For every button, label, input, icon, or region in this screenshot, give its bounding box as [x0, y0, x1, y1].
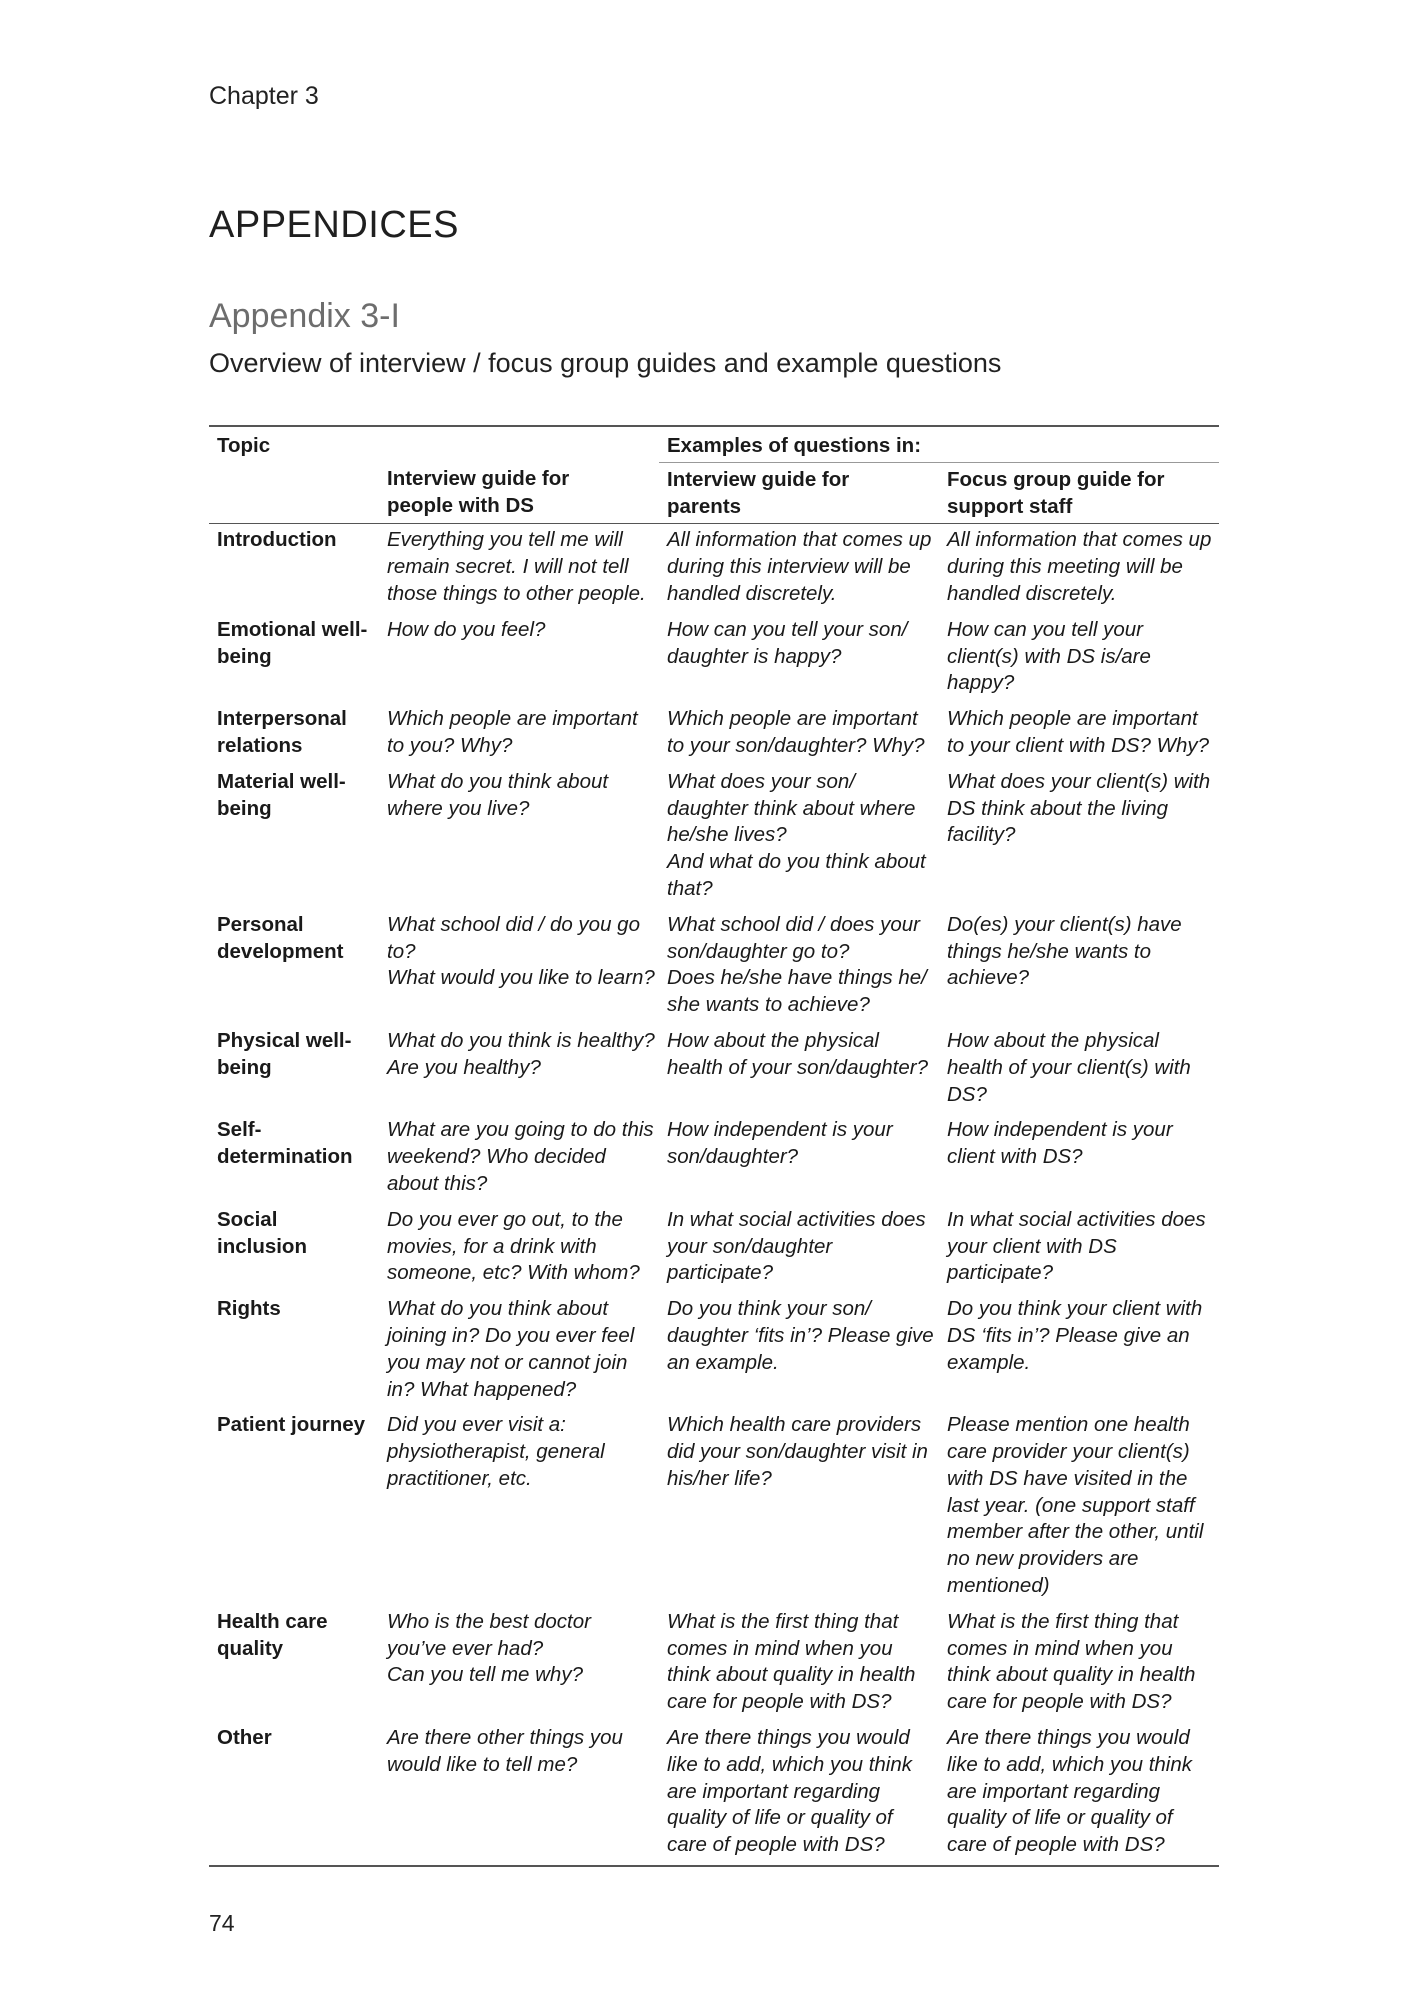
table-row [209, 1722, 1219, 1866]
column-header-parents: Interview guide for parents [659, 462, 939, 524]
table-row [209, 614, 1219, 703]
question-parents: In what social activities does your son/daughter participate? [667, 1207, 926, 1285]
question-people-with-ds: Did you ever visit a: physiotherapist, general practitioner, etc. [387, 1413, 605, 1490]
table-header-row [209, 426, 1219, 462]
question-people-with-ds: What do you think about joining in? Do you ever feel you may not or cannot join in? What happened? [387, 1297, 635, 1401]
question-parents: Do you think your son/ daughter ‘fits in’? Please give an example. [667, 1297, 934, 1374]
table-row [209, 1606, 1219, 1722]
question-people-with-ds: Which people are important to you? Why? [387, 707, 638, 757]
column-header-people-with-ds: Interview guide for people with DS [379, 462, 659, 524]
chapter-label: Chapter 3 [209, 82, 319, 110]
question-parents: Are there things you would like to add, which you think are important regarding quality of life or quality of care of people with DS? [659, 1722, 939, 1866]
table-row [209, 909, 1219, 1025]
page-title: APPENDICES [209, 204, 459, 246]
question-support-staff: Are there things you would like to add, which you think are important regarding quality of life or quality of care of people with DS? [939, 1722, 1219, 1866]
question-parents: All information that comes up during this interview will be handled discretely. [667, 528, 932, 605]
topic-cell: Social inclusion [217, 1207, 307, 1258]
examples-header: Examples of questions in: [659, 426, 1219, 462]
table-row [209, 1114, 1219, 1203]
question-parents: What school did / does your son/daughter go to? Does he/she have things he/ she wants to achieve? [667, 912, 927, 1017]
question-people-with-ds: Everything you tell me will remain secret. I will not tell those things to other people. [387, 528, 646, 605]
topic-cell: Material well-being [217, 769, 346, 820]
question-parents: How independent is your son/daughter? [667, 1118, 893, 1169]
question-support-staff: Do(es) your client(s) have things he/she wants to achieve? [947, 912, 1182, 990]
question-support-staff: What does your client(s) with DS think about the living facility? [947, 769, 1211, 847]
question-people-with-ds: What are you going to do this weekend? Who decided about this? [387, 1118, 654, 1195]
table-row [209, 703, 1219, 766]
table-row [209, 766, 1219, 909]
question-people-with-ds: Who is the best doctor you’ve ever had? Can you tell me why? [387, 1609, 591, 1687]
question-people-with-ds: Are there other things you would like to tell me? [379, 1722, 659, 1866]
question-parents: How about the physical health of your son/daughter? [667, 1028, 928, 1079]
topic-cell: Patient journey [217, 1413, 366, 1437]
question-support-staff: How about the physical health of your client(s) with DS? [947, 1028, 1191, 1106]
topic-cell: Interpersonal relations [217, 707, 347, 757]
question-guide-table [209, 425, 1219, 1867]
topic-cell: Physical well-being [217, 1028, 352, 1079]
question-parents: What does your son/ daughter think about where he/she lives? And what do you think about that? [667, 769, 926, 900]
topic-cell: Health care quality [217, 1609, 328, 1660]
table-row [209, 1409, 1219, 1606]
topic-cell: Self-determination [217, 1118, 353, 1169]
question-parents: What is the first thing that comes in mind when you think about quality in health care for people with DS? [667, 1609, 916, 1714]
question-support-staff: How can you tell your client(s) with DS is/are happy? [947, 617, 1151, 695]
question-people-with-ds: What do you think about where you live? [387, 769, 609, 820]
question-people-with-ds: How do you feel? [387, 617, 546, 641]
appendix-subtitle: Overview of interview / focus group guides and example questions [209, 348, 1002, 378]
question-support-staff: In what social activities does your client with DS participate? [947, 1207, 1206, 1285]
table-row [209, 524, 1219, 614]
topic-cell: Rights [217, 1297, 281, 1321]
table-row [209, 1025, 1219, 1114]
page-number: 74 [209, 1910, 235, 1936]
topic-cell: Other [209, 1722, 379, 1866]
question-parents: Which health care providers did your son/daughter visit in his/her life? [667, 1413, 928, 1490]
question-support-staff: What is the first thing that comes in mind when you think about quality in health care for people with DS? [947, 1609, 1196, 1714]
table-row [209, 1293, 1219, 1409]
question-support-staff: How independent is your client with DS? [947, 1118, 1173, 1169]
question-parents: Which people are important to your son/daughter? Why? [667, 707, 925, 757]
table-row [209, 1204, 1219, 1293]
question-people-with-ds: What do you think is healthy? Are you healthy? [387, 1028, 655, 1079]
question-parents: How can you tell your son/ daughter is happy? [667, 617, 908, 668]
topic-cell: Introduction [217, 528, 337, 552]
appendix-title: Appendix 3-I [209, 297, 400, 335]
question-support-staff: All information that comes up during this meeting will be handled discretely. [947, 528, 1212, 605]
question-people-with-ds: Do you ever go out, to the movies, for a drink with someone, etc? With whom? [387, 1207, 640, 1285]
topic-cell: Emotional well-being [217, 617, 368, 668]
question-support-staff: Do you think your client with DS ‘fits in’? Please give an example. [947, 1297, 1203, 1374]
question-people-with-ds: What school did / do you go to? What would you like to learn? [387, 912, 655, 990]
topic-cell: Personal development [217, 912, 344, 963]
question-support-staff: Which people are important to your client with DS? Why? [947, 707, 1210, 757]
question-support-staff: Please mention one health care provider your client(s) with DS have visited in the last year. (one support staff member after the other, until no new providers are mentioned) [947, 1413, 1204, 1598]
topic-column-header: Topic [209, 426, 379, 524]
column-header-support-staff: Focus group guide for support staff [939, 462, 1219, 524]
